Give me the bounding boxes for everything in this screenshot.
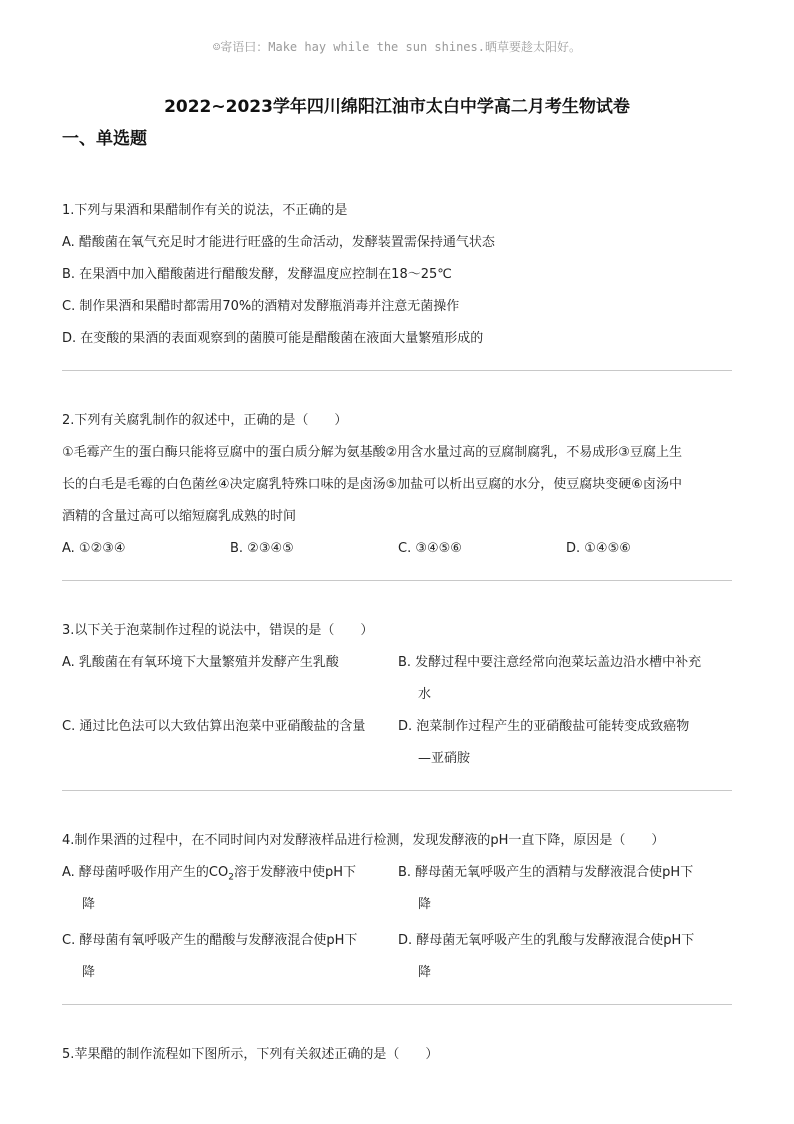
q3-option-a[interactable]: A. 乳酸菌在有氧环境下大量繁殖并发酵产生乳酸 — [62, 655, 339, 670]
q4-option-c-cont: 降 — [82, 965, 96, 980]
q4-option-a[interactable] — [62, 864, 356, 887]
q2-option-b[interactable]: B. ②③④⑤ — [230, 541, 294, 556]
divider — [62, 1004, 732, 1005]
q4-a-subscript: 2 — [228, 872, 234, 883]
q2-body-line-3: 酒精的含量过高可以缩短腐乳成熟的时间 — [62, 509, 297, 524]
q2-option-c[interactable]: C. ③④⑤⑥ — [398, 541, 462, 556]
q4-option-b[interactable]: B. 酵母菌无氧呼吸产生的酒精与发酵液混合使pH下 — [398, 865, 694, 880]
q1-option-c[interactable]: C. 制作果酒和果醋时都需用70%的酒精对发酵瓶消毒并注意无菌操作 — [62, 299, 460, 314]
q3-option-c[interactable]: C. 通过比色法可以大致估算出泡菜中亚硝酸盐的含量 — [62, 719, 366, 734]
q2-body-line-1: ①毛霉产生的蛋白酶只能将豆腐中的蛋白质分解为氨基酸②用含水量过高的豆腐制腐乳，不易成形③豆腐上生 — [62, 445, 682, 460]
divider — [62, 370, 732, 371]
q3-stem: 3.以下关于泡菜制作过程的说法中，错误的是（ ） — [62, 623, 374, 638]
q4-stem: 4.制作果酒的过程中，在不同时间内对发酵液样品进行检测，发现发酵液的pH一直下降，原因是（ ） — [62, 833, 665, 848]
q1-option-b[interactable]: B. 在果酒中加入醋酸菌进行醋酸发酵，发酵温度应控制在18～25℃ — [62, 267, 452, 282]
q4-option-b-cont: 降 — [418, 897, 432, 912]
q1-option-d[interactable]: D. 在变酸的果酒的表面观察到的菌膜可能是醋酸菌在液面大量繁殖形成的 — [62, 331, 484, 346]
divider — [62, 790, 732, 791]
q3-option-d[interactable]: D. 泡菜制作过程产生的亚硝酸盐可能转变成致癌物 — [398, 719, 690, 734]
q4-option-c[interactable]: C. 酵母菌有氧呼吸产生的醋酸与发酵液混合使pH下 — [62, 933, 358, 948]
q2-option-d[interactable]: D. ①④⑤⑥ — [566, 541, 631, 556]
q2-option-a[interactable]: A. ①②③④ — [62, 541, 126, 556]
header-motto: ☺寄语曰：Make hay while the sun shines.晒草要趁太阳好。 — [213, 40, 581, 54]
q1-stem: 1.下列与果酒和果醋制作有关的说法，不正确的是 — [62, 203, 348, 218]
q3-option-b-cont: 水 — [418, 687, 432, 702]
page-title: 2022~2023学年四川绵阳江油市太白中学高二月考生物试卷 — [164, 97, 630, 117]
q4-a-text-end: 溶于发酵液中使pH下 — [233, 865, 357, 880]
q2-stem: 2.下列有关腐乳制作的叙述中，正确的是（ ） — [62, 413, 348, 428]
q3-option-b[interactable]: B. 发酵过程中要注意经常向泡菜坛盖边沿水槽中补充 — [398, 655, 702, 670]
q1-option-a[interactable]: A. 醋酸菌在氧气充足时才能进行旺盛的生命活动，发酵装置需保持通气状态 — [62, 235, 495, 250]
section-heading: 一、单选题 — [62, 129, 147, 149]
q5-stem: 5.苹果醋的制作流程如下图所示，下列有关叙述正确的是（ ） — [62, 1047, 439, 1062]
divider — [62, 580, 732, 581]
q4-a-text: A. 酵母菌呼吸作用产生的CO — [62, 865, 229, 880]
q3-option-d-cont: —亚硝胺 — [418, 751, 471, 766]
q2-body-line-2: 长的白毛是毛霉的白色菌丝④决定腐乳特殊口味的是卤汤⑤加盐可以析出豆腐的水分，使豆腐块变硬⑥卤汤中 — [62, 477, 682, 492]
q4-option-d[interactable]: D. 酵母菌无氧呼吸产生的乳酸与发酵液混合使pH下 — [398, 933, 695, 948]
q4-option-d-cont: 降 — [418, 965, 432, 980]
q4-option-a-cont: 降 — [82, 897, 96, 912]
